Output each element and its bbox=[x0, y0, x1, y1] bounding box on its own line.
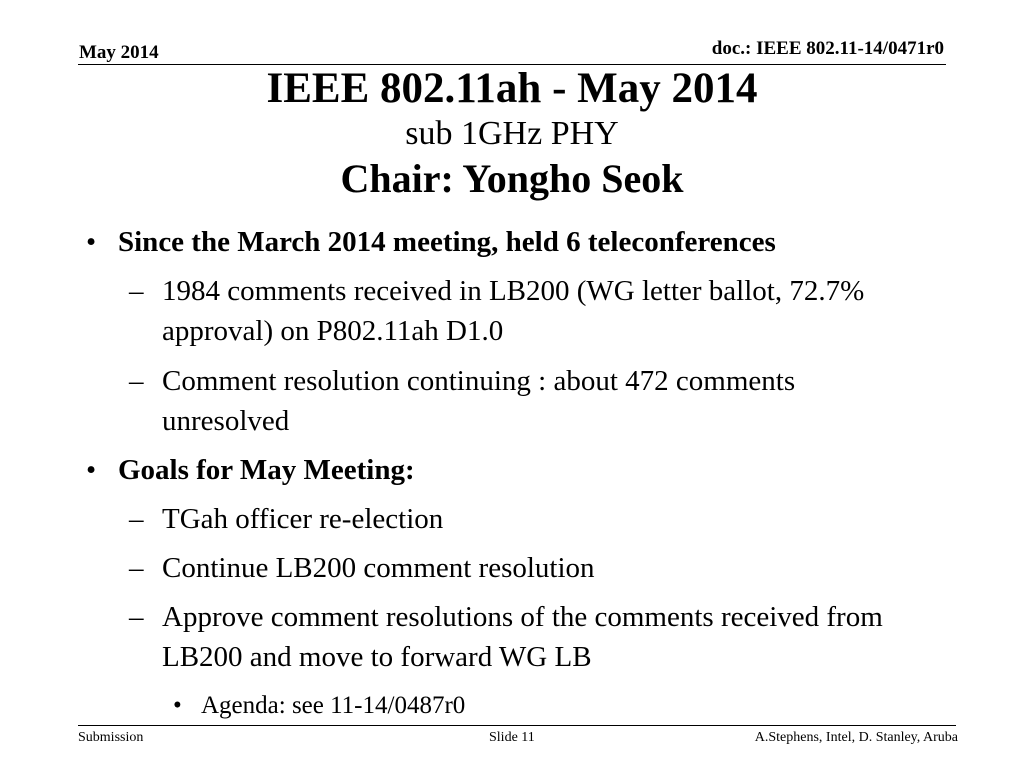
title-subtitle: sub 1GHz PHY bbox=[405, 115, 619, 152]
footer-authors: A.Stephens, Intel, D. Stanley, Aruba bbox=[754, 730, 958, 745]
bullet-dot-icon: • bbox=[173, 692, 182, 719]
sub-bullet-text-line2: approval) on P802.11ah D1.0 bbox=[162, 315, 504, 347]
dash-icon: – bbox=[129, 601, 144, 633]
footer-divider bbox=[78, 725, 956, 726]
header-date: May 2014 bbox=[79, 42, 159, 63]
dash-icon: – bbox=[129, 552, 144, 584]
header-doc-number: doc.: IEEE 802.11-14/0471r0 bbox=[711, 38, 944, 59]
slide-title bbox=[0, 64, 1024, 204]
title-main: IEEE 802.11ah - May 2014 bbox=[266, 65, 758, 112]
sub-bullet-approve-resolutions bbox=[129, 597, 1018, 677]
sub-bullet-resolution-continuing bbox=[129, 361, 1018, 441]
sub-bullet-text-line2: LB200 and move to forward WG LB bbox=[162, 641, 592, 673]
sub-bullet-continue-resolution bbox=[129, 548, 1018, 588]
sub-bullet-text-line1: Comment resolution continuing : about 472 comments bbox=[162, 365, 796, 397]
bullet-text: Goals for May Meeting: bbox=[118, 454, 415, 486]
sub-bullet-comments-received bbox=[129, 271, 1018, 351]
bullet-dot-icon: • bbox=[86, 454, 97, 486]
sub-bullet-text-line2: unresolved bbox=[162, 405, 290, 437]
footer-submission: Submission bbox=[78, 730, 144, 745]
sub-bullet-officer-election bbox=[129, 499, 1018, 539]
bullet-dot-icon: • bbox=[86, 226, 97, 258]
sub-bullet-text-line1: Approve comment resolutions of the comments received from bbox=[162, 601, 883, 633]
bullet-text: Since the March 2014 meeting, held 6 teleconferences bbox=[118, 226, 776, 258]
sub-bullet-text-line1: 1984 comments received in LB200 (WG letter ballot, 72.7% bbox=[162, 275, 865, 307]
sub-bullet-text: Continue LB200 comment resolution bbox=[162, 552, 595, 584]
sub-sub-bullet-agenda bbox=[173, 690, 466, 722]
footer-slide-number: Slide 11 bbox=[489, 730, 535, 745]
dash-icon: – bbox=[129, 503, 144, 535]
title-chair: Chair: Yongho Seok bbox=[340, 156, 684, 201]
bullet-teleconferences bbox=[86, 222, 776, 262]
bullet-goals bbox=[86, 450, 415, 490]
sub-sub-bullet-text: Agenda: see 11-14/0487r0 bbox=[201, 692, 466, 719]
sub-bullet-text: TGah officer re-election bbox=[162, 503, 444, 535]
dash-icon: – bbox=[129, 275, 144, 307]
dash-icon: – bbox=[129, 365, 144, 397]
